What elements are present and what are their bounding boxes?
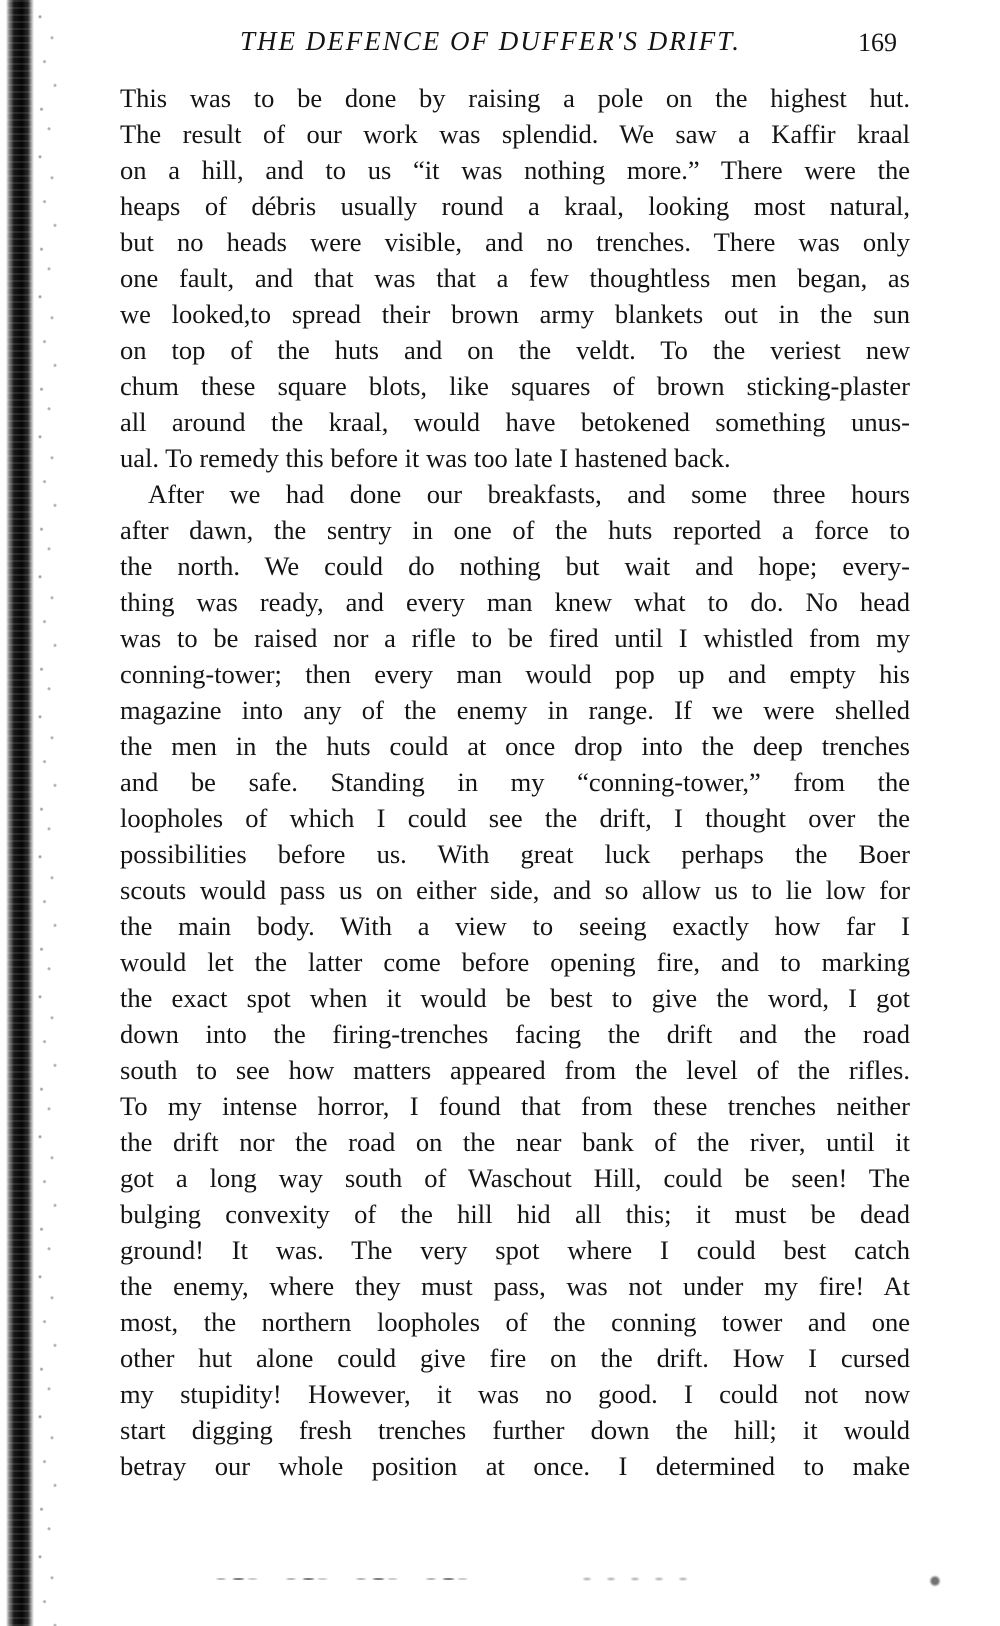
text-line: and be safe. Standing in my “conning-tower,” from the [120,767,910,797]
text-line: would let the latter come before opening fire, and to marking [120,947,910,977]
text-line: thing was ready, and every man knew what to do. No head [120,587,910,617]
text-line: we looked,to spread their brown army blankets out in the sun [120,299,910,329]
text-line: The result of our work was splendid. We saw a Kaffir kraal [120,119,910,149]
running-title: THE DEFENCE OF DUFFER'S DRIFT. [240,26,741,56]
text-line: betray our whole position at once. I determined to make [120,1451,910,1481]
text-line: but no heads were visible, and no trenches. There was only [120,227,910,257]
text-line: was to be raised nor a rifle to be fired until I whistled from my [120,623,910,653]
page-number: 169 [858,28,897,57]
text-line: the enemy, where they must pass, was not under my fire! At [120,1271,910,1301]
text-line: after dawn, the sentry in one of the huts reported a force to [120,515,910,545]
text-line: conning-tower; then every man would pop up and empty his [120,659,910,689]
text-line: To my intense horror, I found that from these trenches neither [120,1091,910,1121]
text-line: magazine into any of the enemy in range. If we were shelled [120,695,910,725]
text-line: the drift nor the road on the near bank of the river, until it [120,1127,910,1157]
text-line: the main body. With a view to seeing exactly how far I [120,911,910,941]
binding-speckle [34,0,64,1626]
text-line: my stupidity! However, it was no good. I could not now [120,1379,910,1409]
print-smudge [575,1574,695,1584]
text-line: bulging convexity of the hill hid all this; it must be dead [120,1199,910,1229]
text-line: on top of the huts and on the veldt. To the veriest new [120,335,910,365]
text-line: one fault, and that was that a few thoughtless men began, as [120,263,910,293]
text-line: all around the kraal, would have betokened something unus- [120,407,910,437]
text-line: got a long way south of Waschout Hill, could be seen! The [120,1163,910,1193]
body-text [120,80,910,1484]
text-line: on a hill, and to us “it was nothing more.” There were the [120,155,910,185]
text-line: start digging fresh trenches further down the hill; it would [120,1415,910,1445]
text-line: south to see how matters appeared from the level of the rifles. [120,1055,910,1085]
corner-mark [928,1574,942,1588]
text-line: other hut alone could give fire on the drift. How I cursed [120,1343,910,1373]
text-line: most, the northern loopholes of the conning tower and one [120,1307,910,1337]
text-line: heaps of débris usually round a kraal, looking most natural, [120,191,910,221]
binding-edge [0,0,34,1626]
text-line: possibilities before us. With great luck perhaps the Boer [120,839,910,869]
text-line: chum these square blots, like squares of brown sticking-plaster [120,371,910,401]
text-line: down into the firing-trenches facing the drift and the road [120,1019,910,1049]
text-line: the north. We could do nothing but wait and hope; every- [120,551,910,581]
text-line: the exact spot when it would be best to give the word, I got [120,983,910,1013]
text-line: scouts would pass us on either side, and so allow us to lie low for [120,875,910,905]
text-line: This was to be done by raising a pole on the highest hut. [120,83,910,113]
text-line: loopholes of which I could see the drift, I thought over the [120,803,910,833]
print-smudge [200,1572,480,1586]
text-line: the men in the huts could at once drop into the deep trenches [120,731,910,761]
text-line: ual. To remedy this before it was too late I hastened back. [120,443,731,473]
paragraph-start-line: After we had done our breakfasts, and some three hours [148,479,910,509]
text-line: ground! It was. The very spot where I could best catch [120,1235,910,1265]
